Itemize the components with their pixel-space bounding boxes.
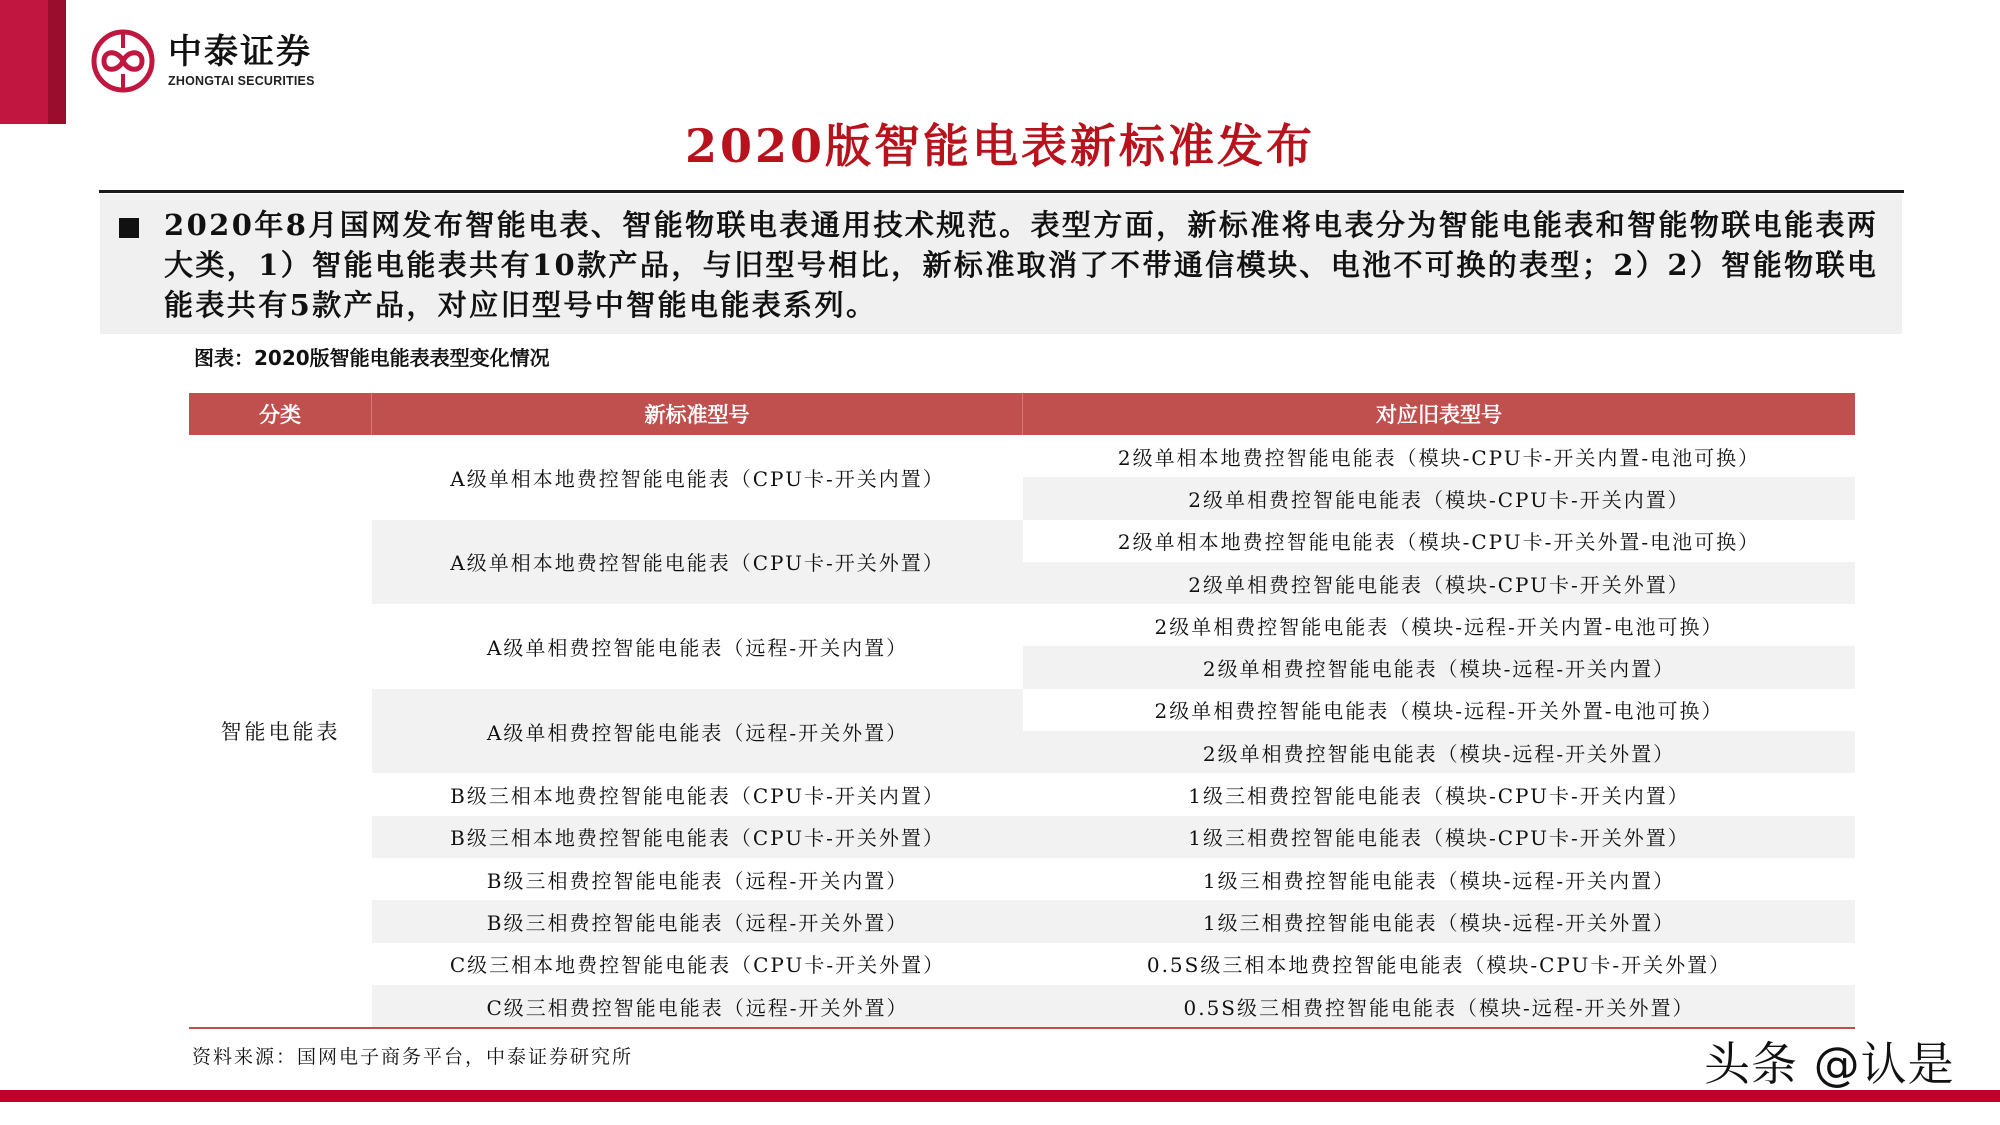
new-model-column — [372, 435, 1023, 1027]
new-model-cell: A级单相费控智能电能表（远程-开关外置） — [372, 689, 1023, 774]
logo-name-cn: 中泰证券 — [168, 32, 312, 72]
old-model-cell: 2级单相费控智能电能表（模块-CPU卡-开关内置） — [1023, 477, 1855, 519]
table-body — [189, 435, 1855, 1029]
table-header — [189, 393, 1855, 435]
new-model-cell: B级三相本地费控智能电能表（CPU卡-开关外置） — [372, 816, 1023, 858]
square-bullet-icon — [119, 218, 139, 238]
column-header-category: 分类 — [189, 393, 372, 435]
new-model-cell: B级三相费控智能电能表（远程-开关内置） — [372, 858, 1023, 900]
new-model-cell: A级单相本地费控智能电能表（CPU卡-开关内置） — [372, 435, 1023, 520]
old-model-cell: 1级三相费控智能电能表（模块-CPU卡-开关外置） — [1023, 816, 1855, 858]
footer-accent-band — [0, 1090, 2000, 1102]
meter-type-table — [189, 393, 1855, 1029]
watermark-text: 头条 @认是 — [1704, 1037, 1955, 1091]
page-title: 2020版智能电表新标准发布 — [684, 119, 1316, 173]
old-model-cell: 0.5S级三相本地费控智能电能表（模块-CPU卡-开关外置） — [1023, 943, 1855, 985]
old-model-cell: 1级三相费控智能电能表（模块-远程-开关内置） — [1023, 858, 1855, 900]
title-divider — [99, 190, 1904, 193]
old-model-cell: 2级单相费控智能电能表（模块-CPU卡-开关外置） — [1023, 562, 1855, 604]
logo-name-en: ZHONGTAI SECURITIES — [168, 74, 315, 88]
company-logo — [90, 28, 315, 94]
brand-accent-bar — [0, 0, 48, 124]
old-model-cell: 2级单相费控智能电能表（模块-远程-开关内置-电池可换） — [1023, 604, 1855, 646]
zhongtai-logo-icon — [90, 28, 156, 94]
new-model-cell: B级三相费控智能电能表（远程-开关外置） — [372, 900, 1023, 942]
old-model-cell: 2级单相本地费控智能电能表（模块-CPU卡-开关外置-电池可换） — [1023, 520, 1855, 562]
category-cell: 智能电能表 — [189, 435, 372, 1027]
summary-box — [100, 194, 1902, 334]
brand-accent-bar-dark — [48, 0, 66, 124]
old-model-cell: 1级三相费控智能电能表（模块-远程-开关外置） — [1023, 900, 1855, 942]
figure-caption: 图表：2020版智能电能表表型变化情况 — [194, 346, 550, 370]
source-note: 资料来源：国网电子商务平台，中泰证券研究所 — [192, 1046, 634, 1068]
old-model-cell: 1级三相费控智能电能表（模块-CPU卡-开关内置） — [1023, 773, 1855, 815]
old-model-cell: 0.5S级三相费控智能电能表（模块-远程-开关外置） — [1023, 985, 1855, 1027]
new-model-cell: A级单相费控智能电能表（远程-开关内置） — [372, 604, 1023, 689]
summary-text: 2020年8月国网发布智能电表、智能物联电表通用技术规范。表型方面，新标准将电表分为智能电能表和智能物联电能表两大类，1）智能电能表共有10款产品，与旧型号相比，新标准取消了不带通信模块、电池不可换的表型；2）2）智能物联电能表共有5款产品，对应旧型号中智能电能表系列。 — [164, 208, 1879, 322]
new-model-cell: B级三相本地费控智能电能表（CPU卡-开关内置） — [372, 773, 1023, 815]
new-model-cell: C级三相费控智能电能表（远程-开关外置） — [372, 985, 1023, 1027]
new-model-cell: C级三相本地费控智能电能表（CPU卡-开关外置） — [372, 943, 1023, 985]
column-header-new-model: 新标准型号 — [372, 393, 1023, 435]
old-model-cell: 2级单相费控智能电能表（模块-远程-开关外置） — [1023, 731, 1855, 773]
old-model-cell: 2级单相费控智能电能表（模块-远程-开关外置-电池可换） — [1023, 689, 1855, 731]
new-model-cell: A级单相本地费控智能电能表（CPU卡-开关外置） — [372, 520, 1023, 605]
old-model-cell: 2级单相本地费控智能电能表（模块-CPU卡-开关内置-电池可换） — [1023, 435, 1855, 477]
old-model-cell: 2级单相费控智能电能表（模块-远程-开关内置） — [1023, 646, 1855, 688]
old-model-column — [1023, 435, 1855, 1027]
column-header-old-model: 对应旧表型号 — [1376, 403, 1502, 427]
